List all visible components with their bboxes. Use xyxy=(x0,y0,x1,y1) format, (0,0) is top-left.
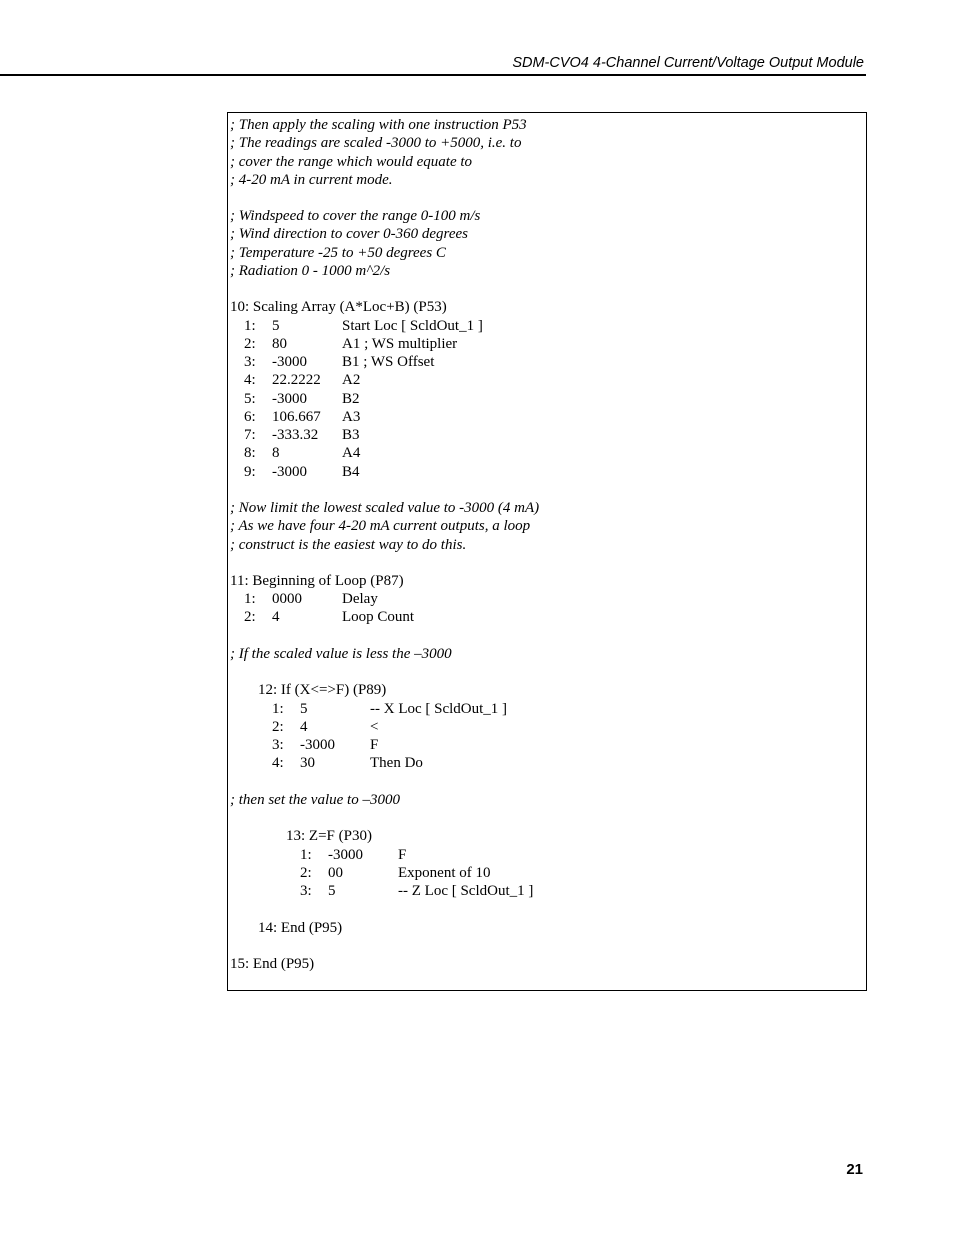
param-value: 0000 xyxy=(272,591,302,607)
param-desc: -- Z Loc [ ScldOut_1 ] xyxy=(398,883,534,899)
param-index: 9: xyxy=(244,464,256,480)
comment-line: ; Now limit the lowest scaled value to -3000 (4 mA) xyxy=(230,500,540,516)
param-value: -3000 xyxy=(272,464,307,480)
comment-line: ; If the scaled value is less the –3000 xyxy=(230,646,452,662)
param-desc: A2 xyxy=(342,372,361,388)
comment-line: ; Radiation 0 - 1000 m^2/s xyxy=(230,263,391,279)
param-desc: Then Do xyxy=(370,755,423,771)
param-desc: B1 ; WS Offset xyxy=(342,354,435,370)
comment-line: ; Windspeed to cover the range 0-100 m/s xyxy=(230,208,481,224)
param-desc: A3 xyxy=(342,409,361,425)
instruction-title: 14: End (P95) xyxy=(258,920,343,936)
param-index: 1: xyxy=(244,318,256,334)
param-value: 5 xyxy=(328,883,336,899)
param-index: 3: xyxy=(300,883,312,899)
param-value: 80 xyxy=(272,336,287,352)
param-index: 4: xyxy=(272,755,284,771)
comment-line: ; cover the range which would equate to xyxy=(230,154,473,170)
page-number: 21 xyxy=(846,1161,863,1178)
param-index: 4: xyxy=(244,372,256,388)
comment-line: ; Temperature -25 to +50 degrees C xyxy=(230,245,446,261)
param-desc: < xyxy=(370,719,379,735)
comment-line: ; then set the value to –3000 xyxy=(230,792,400,808)
instruction-title: 15: End (P95) xyxy=(230,956,315,972)
param-desc: B2 xyxy=(342,391,360,407)
param-value: 4 xyxy=(272,609,280,625)
comment-line: ; construct is the easiest way to do this. xyxy=(230,537,467,553)
param-value: -3000 xyxy=(272,354,307,370)
comment-line: ; The readings are scaled -3000 to +5000, i.e. to xyxy=(230,135,522,151)
param-value: 5 xyxy=(300,701,308,717)
param-index: 5: xyxy=(244,391,256,407)
param-value: -3000 xyxy=(328,847,363,863)
param-desc: A1 ; WS multiplier xyxy=(342,336,458,352)
param-index: 2: xyxy=(300,865,312,881)
comment-line: ; Wind direction to cover 0-360 degrees xyxy=(230,226,468,242)
param-value: 22.2222 xyxy=(272,372,321,388)
instruction-title: 10: Scaling Array (A*Loc+B) (P53) xyxy=(230,299,447,315)
param-value: -333.32 xyxy=(272,427,319,443)
param-value: 106.667 xyxy=(272,409,321,425)
instruction-title: 12: If (X<=>F) (P89) xyxy=(258,682,387,698)
param-index: 1: xyxy=(244,591,256,607)
comment-line: ; 4-20 mA in current mode. xyxy=(230,172,393,188)
comment-line: ; As we have four 4-20 mA current outputs, a loop xyxy=(230,518,531,534)
param-desc: Delay xyxy=(342,591,378,607)
param-value: 00 xyxy=(328,865,343,881)
param-desc: A4 xyxy=(342,445,361,461)
param-value: -3000 xyxy=(300,737,335,753)
comment-line: ; Then apply the scaling with one instruction P53 xyxy=(230,117,527,133)
param-desc: Start Loc [ ScldOut_1 ] xyxy=(342,318,483,334)
param-value: 30 xyxy=(300,755,315,771)
param-desc: Loop Count xyxy=(342,609,415,625)
param-index: 2: xyxy=(244,336,256,352)
param-value: 5 xyxy=(272,318,280,334)
page-header-title: SDM-CVO4 4-Channel Current/Voltage Output Module xyxy=(512,55,864,71)
param-desc: B3 xyxy=(342,427,360,443)
param-desc: F xyxy=(370,737,379,753)
param-index: 3: xyxy=(272,737,284,753)
param-value: -3000 xyxy=(272,391,307,407)
param-desc: Exponent of 10 xyxy=(398,865,491,881)
param-index: 2: xyxy=(272,719,284,735)
header-rule xyxy=(0,74,866,76)
param-index: 3: xyxy=(244,354,256,370)
param-value: 4 xyxy=(300,719,308,735)
param-desc: -- X Loc [ ScldOut_1 ] xyxy=(370,701,508,717)
param-desc: F xyxy=(398,847,407,863)
param-index: 8: xyxy=(244,445,256,461)
param-index: 7: xyxy=(244,427,256,443)
param-index: 1: xyxy=(272,701,284,717)
instruction-title: 13: Z=F (P30) xyxy=(286,828,372,844)
instruction-title: 11: Beginning of Loop (P87) xyxy=(230,573,404,589)
program-listing-box xyxy=(227,112,867,991)
param-index: 2: xyxy=(244,609,256,625)
param-index: 6: xyxy=(244,409,256,425)
param-value: 8 xyxy=(272,445,280,461)
param-desc: B4 xyxy=(342,464,360,480)
param-index: 1: xyxy=(300,847,312,863)
